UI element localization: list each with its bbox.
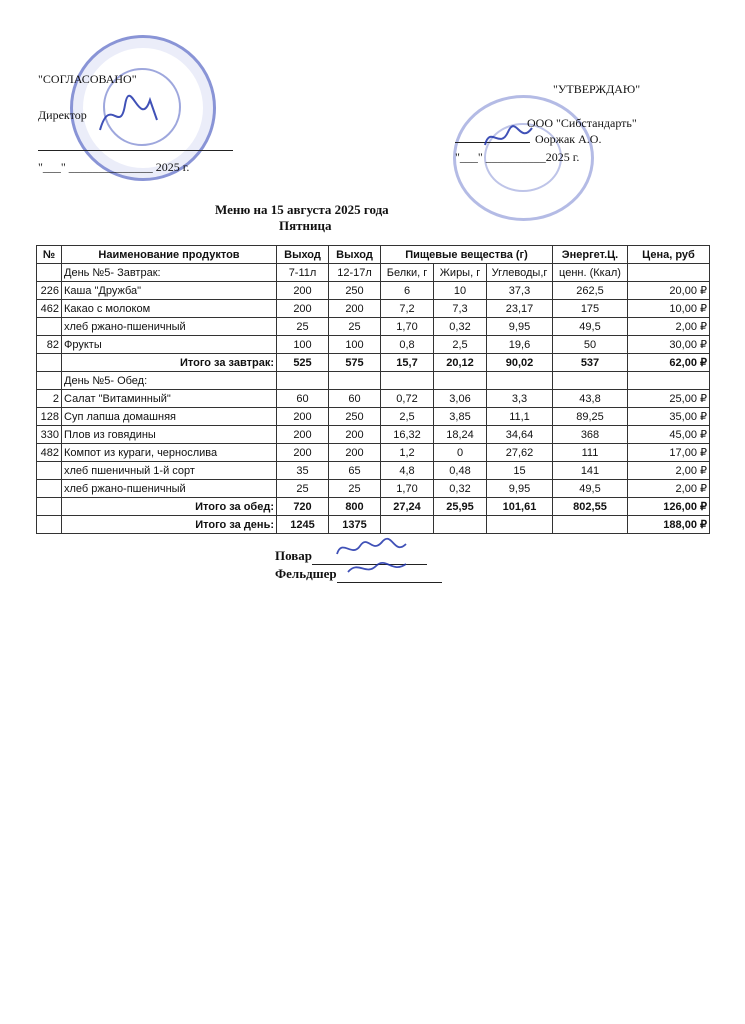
- dish-name: Компот из кураги, чернослива: [62, 444, 277, 462]
- table-subheader-row: [37, 264, 710, 282]
- carbs-value: 9,95: [487, 480, 553, 498]
- yield-12-17: 25: [329, 480, 381, 498]
- table-cell: [553, 516, 628, 534]
- dish-name: Плов из говядины: [62, 426, 277, 444]
- kcal-value: 111: [553, 444, 628, 462]
- date-right: "___" __________2025 г.: [455, 150, 580, 164]
- dish-name: Какао с молоком: [62, 300, 277, 318]
- table-row: [37, 426, 710, 444]
- yield-12-17: 65: [329, 462, 381, 480]
- dish-number: 462: [37, 300, 62, 318]
- yield-7-11: 25: [277, 480, 329, 498]
- total-value: 27,24: [381, 498, 434, 516]
- protein-value: 1,70: [381, 318, 434, 336]
- kcal-value: 89,25: [553, 408, 628, 426]
- carbs-value: 11,1: [487, 408, 553, 426]
- total-value: 101,61: [487, 498, 553, 516]
- kcal-value: 49,5: [553, 318, 628, 336]
- weekday: Пятница: [279, 218, 332, 233]
- table-row: [37, 282, 710, 300]
- breakfast-total-row: [37, 354, 710, 372]
- dish-number: 82: [37, 336, 62, 354]
- col-yield-header: Выход: [277, 246, 329, 264]
- protein-value: 0,72: [381, 390, 434, 408]
- yield-7-11: 200: [277, 426, 329, 444]
- breakfast-section-label: День №5- Завтрак:: [62, 264, 277, 282]
- kcal-value: 175: [553, 300, 628, 318]
- age-group-label: 7-11л: [277, 264, 329, 282]
- dish-name: Суп лапша домашняя: [62, 408, 277, 426]
- col-nutrients-header: Пищевые вещества (г): [381, 246, 553, 264]
- fat-value: 3,06: [434, 390, 487, 408]
- table-cell: [628, 372, 710, 390]
- table-row: [37, 408, 710, 426]
- lunch-section-row: [37, 372, 710, 390]
- table-cell: [37, 264, 62, 282]
- total-value: 525: [277, 354, 329, 372]
- fat-value: 3,85: [434, 408, 487, 426]
- price-value: 10,00 ₽: [628, 300, 710, 318]
- total-value: 188,00 ₽: [628, 516, 710, 534]
- kcal-value: 50: [553, 336, 628, 354]
- price-value: 2,00 ₽: [628, 480, 710, 498]
- yield-7-11: 60: [277, 390, 329, 408]
- protein-value: 1,2: [381, 444, 434, 462]
- lunch-section-label: День №5- Обед:: [62, 372, 277, 390]
- fat-value: 7,3: [434, 300, 487, 318]
- fat-value: 0,48: [434, 462, 487, 480]
- cook-label: Повар: [275, 548, 313, 563]
- total-value: 1245: [277, 516, 329, 534]
- kcal-value: 43,8: [553, 390, 628, 408]
- yield-7-11: 35: [277, 462, 329, 480]
- yield-12-17: 200: [329, 444, 381, 462]
- total-label: Итого за завтрак:: [62, 354, 277, 372]
- kcal-label: ценн. (Ккал): [553, 264, 628, 282]
- kcal-value: 49,5: [553, 480, 628, 498]
- medic-label: Фельдшер: [275, 566, 337, 581]
- carbs-label: Углеводы,г: [487, 264, 553, 282]
- dish-name: хлеб ржано-пшеничный: [62, 318, 277, 336]
- table-cell: [277, 372, 329, 390]
- table-row: [37, 480, 710, 498]
- fat-label: Жиры, г: [434, 264, 487, 282]
- menu-table: [36, 245, 710, 534]
- col-yield-header: Выход: [329, 246, 381, 264]
- col-price-header: Цена, руб: [628, 246, 710, 264]
- price-value: 30,00 ₽: [628, 336, 710, 354]
- yield-12-17: 25: [329, 318, 381, 336]
- director-signature: [95, 90, 165, 140]
- table-row: [37, 444, 710, 462]
- price-value: 45,00 ₽: [628, 426, 710, 444]
- approver-name: Ооржак А.О.: [535, 132, 602, 146]
- dish-number: [37, 480, 62, 498]
- table-cell: [381, 516, 434, 534]
- col-name-header: Наименование продуктов: [62, 246, 277, 264]
- total-value: 537: [553, 354, 628, 372]
- dish-name: хлеб ржано-пшеничный: [62, 480, 277, 498]
- fat-value: 0,32: [434, 318, 487, 336]
- carbs-value: 34,64: [487, 426, 553, 444]
- total-value: 90,02: [487, 354, 553, 372]
- total-value: 802,55: [553, 498, 628, 516]
- director-label: Директор: [38, 108, 87, 122]
- organization-name: ООО "Сибстандарть": [527, 116, 637, 130]
- carbs-value: 15: [487, 462, 553, 480]
- signature-line-left: [38, 150, 233, 151]
- table-row: [37, 336, 710, 354]
- protein-value: 7,2: [381, 300, 434, 318]
- price-value: 2,00 ₽: [628, 462, 710, 480]
- table-cell: [37, 498, 62, 516]
- total-value: 20,12: [434, 354, 487, 372]
- total-value: 575: [329, 354, 381, 372]
- col-energy-header: Энергет.Ц.: [553, 246, 628, 264]
- yield-7-11: 100: [277, 336, 329, 354]
- table-cell: [487, 372, 553, 390]
- price-value: 20,00 ₽: [628, 282, 710, 300]
- date-left: "___" ______________ 2025 г.: [38, 160, 190, 174]
- fat-value: 18,24: [434, 426, 487, 444]
- kcal-value: 368: [553, 426, 628, 444]
- total-value: 720: [277, 498, 329, 516]
- approval-label: "СОГЛАСОВАНО": [38, 72, 137, 86]
- yield-7-11: 200: [277, 282, 329, 300]
- total-value: 1375: [329, 516, 381, 534]
- kcal-value: 262,5: [553, 282, 628, 300]
- carbs-value: 27,62: [487, 444, 553, 462]
- table-cell: [434, 372, 487, 390]
- yield-12-17: 200: [329, 426, 381, 444]
- dish-number: 128: [37, 408, 62, 426]
- table-row: [37, 462, 710, 480]
- table-header-row: [37, 246, 710, 264]
- dish-name: Салат "Витаминный": [62, 390, 277, 408]
- price-value: 2,00 ₽: [628, 318, 710, 336]
- carbs-value: 23,17: [487, 300, 553, 318]
- carbs-value: 9,95: [487, 318, 553, 336]
- table-cell: [487, 516, 553, 534]
- yield-12-17: 60: [329, 390, 381, 408]
- price-value: 17,00 ₽: [628, 444, 710, 462]
- age-group-label: 12-17л: [329, 264, 381, 282]
- kcal-value: 141: [553, 462, 628, 480]
- table-cell: [37, 354, 62, 372]
- table-cell: [553, 372, 628, 390]
- price-value: 35,00 ₽: [628, 408, 710, 426]
- dish-number: 226: [37, 282, 62, 300]
- table-row: [37, 390, 710, 408]
- dish-name: Каша "Дружба": [62, 282, 277, 300]
- protein-value: 1,70: [381, 480, 434, 498]
- protein-label: Белки, г: [381, 264, 434, 282]
- total-value: 62,00 ₽: [628, 354, 710, 372]
- protein-value: 16,32: [381, 426, 434, 444]
- table-row: [37, 318, 710, 336]
- yield-12-17: 250: [329, 408, 381, 426]
- carbs-value: 3,3: [487, 390, 553, 408]
- dish-number: 330: [37, 426, 62, 444]
- fat-value: 2,5: [434, 336, 487, 354]
- day-total-row: [37, 516, 710, 534]
- price-value: 25,00 ₽: [628, 390, 710, 408]
- lunch-total-row: [37, 498, 710, 516]
- carbs-value: 19,6: [487, 336, 553, 354]
- approve-label: "УТВЕРЖДАЮ": [553, 82, 641, 96]
- total-label: Итого за обед:: [62, 498, 277, 516]
- col-number-header: №: [37, 246, 62, 264]
- fat-value: 0: [434, 444, 487, 462]
- yield-7-11: 200: [277, 300, 329, 318]
- medic-signature: [344, 558, 414, 580]
- dish-number: [37, 318, 62, 336]
- yield-12-17: 250: [329, 282, 381, 300]
- table-cell: [37, 372, 62, 390]
- total-value: 25,95: [434, 498, 487, 516]
- protein-value: 0,8: [381, 336, 434, 354]
- yield-12-17: 200: [329, 300, 381, 318]
- total-value: 800: [329, 498, 381, 516]
- yield-12-17: 100: [329, 336, 381, 354]
- fat-value: 0,32: [434, 480, 487, 498]
- table-cell: [434, 516, 487, 534]
- carbs-value: 37,3: [487, 282, 553, 300]
- dish-number: 482: [37, 444, 62, 462]
- fat-value: 10: [434, 282, 487, 300]
- protein-value: 2,5: [381, 408, 434, 426]
- table-cell: [628, 264, 710, 282]
- yield-7-11: 200: [277, 408, 329, 426]
- table-cell: [329, 372, 381, 390]
- protein-value: 6: [381, 282, 434, 300]
- protein-value: 4,8: [381, 462, 434, 480]
- table-cell: [381, 372, 434, 390]
- yield-7-11: 25: [277, 318, 329, 336]
- total-value: 126,00 ₽: [628, 498, 710, 516]
- table-row: [37, 300, 710, 318]
- dish-name: Фрукты: [62, 336, 277, 354]
- dish-number: [37, 462, 62, 480]
- table-cell: [37, 516, 62, 534]
- total-label: Итого за день:: [62, 516, 277, 534]
- yield-7-11: 200: [277, 444, 329, 462]
- dish-number: 2: [37, 390, 62, 408]
- dish-name: хлеб пшеничный 1-й сорт: [62, 462, 277, 480]
- total-value: 15,7: [381, 354, 434, 372]
- menu-title: Меню на 15 августа 2025 года: [215, 202, 389, 217]
- approver-signature: [480, 120, 540, 155]
